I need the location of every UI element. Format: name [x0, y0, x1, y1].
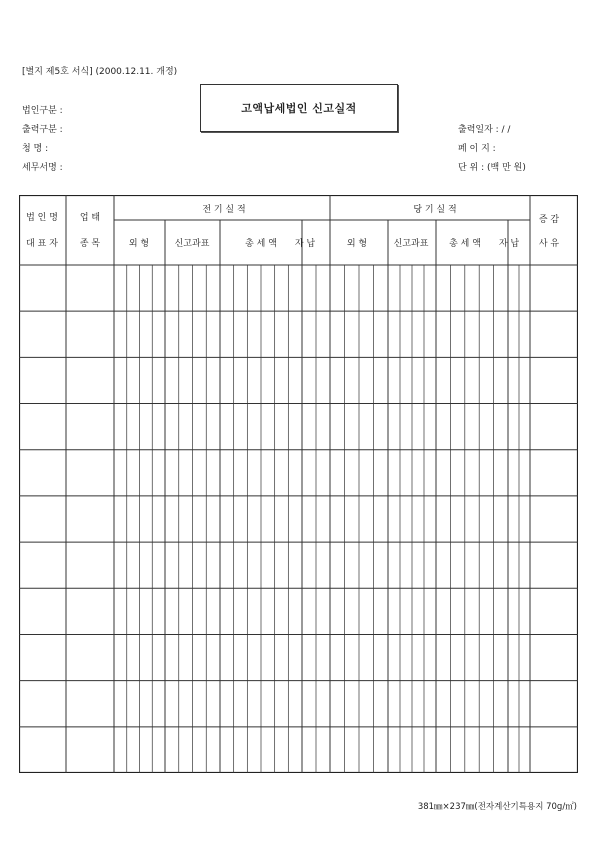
meta-unit: 단 위 : (백 만 원) [458, 163, 526, 173]
header-curr-performance: 당 기 실 적 [413, 205, 457, 215]
paper-spec-footer: 381㎜×237㎜(전자계산기특용지 70g/㎡) [417, 802, 577, 812]
header-prev-total-tax: 총 세 액 [245, 239, 277, 249]
header-corp-name: 법 인 명 [26, 213, 58, 223]
meta-tax-office: 세무서명 : [22, 163, 63, 173]
header-prev-self-pay: 자 납 [294, 239, 316, 249]
form-number: [별지 제5호 서식] (2000.12.11. 개정) [22, 67, 178, 77]
meta-corp-type: 법인구분 : [22, 106, 63, 116]
meta-print-type: 출력구분 : [22, 125, 63, 135]
document-title: 고액납세법인 신고실적 [241, 102, 357, 115]
header-curr-total-tax: 총 세 액 [449, 239, 481, 249]
header-prev-tax-base: 신고과표 [174, 239, 210, 249]
table-grid [19, 195, 578, 773]
header-curr-volume: 외 형 [346, 239, 368, 249]
left-meta-block [22, 102, 63, 178]
meta-print-date: 출력일자 : / / [458, 125, 511, 135]
header-reason: 사 유 [538, 239, 560, 249]
header-change: 증 감 [538, 215, 560, 225]
meta-office: 청 명 : [22, 144, 49, 154]
header-prev-performance: 전 기 실 적 [202, 205, 246, 215]
right-meta-block [458, 121, 526, 178]
title-box [200, 84, 398, 132]
meta-page: 페 이 지 : [458, 144, 496, 154]
header-curr-self-pay: 자 납 [498, 239, 520, 249]
header-prev-volume: 외 형 [128, 239, 150, 249]
header-curr-tax-base: 신고과표 [393, 239, 429, 249]
header-business-type: 업 태 [79, 213, 101, 223]
header-representative: 대 표 자 [26, 239, 58, 249]
header-business-item: 종 목 [79, 239, 101, 249]
report-table [19, 195, 578, 773]
